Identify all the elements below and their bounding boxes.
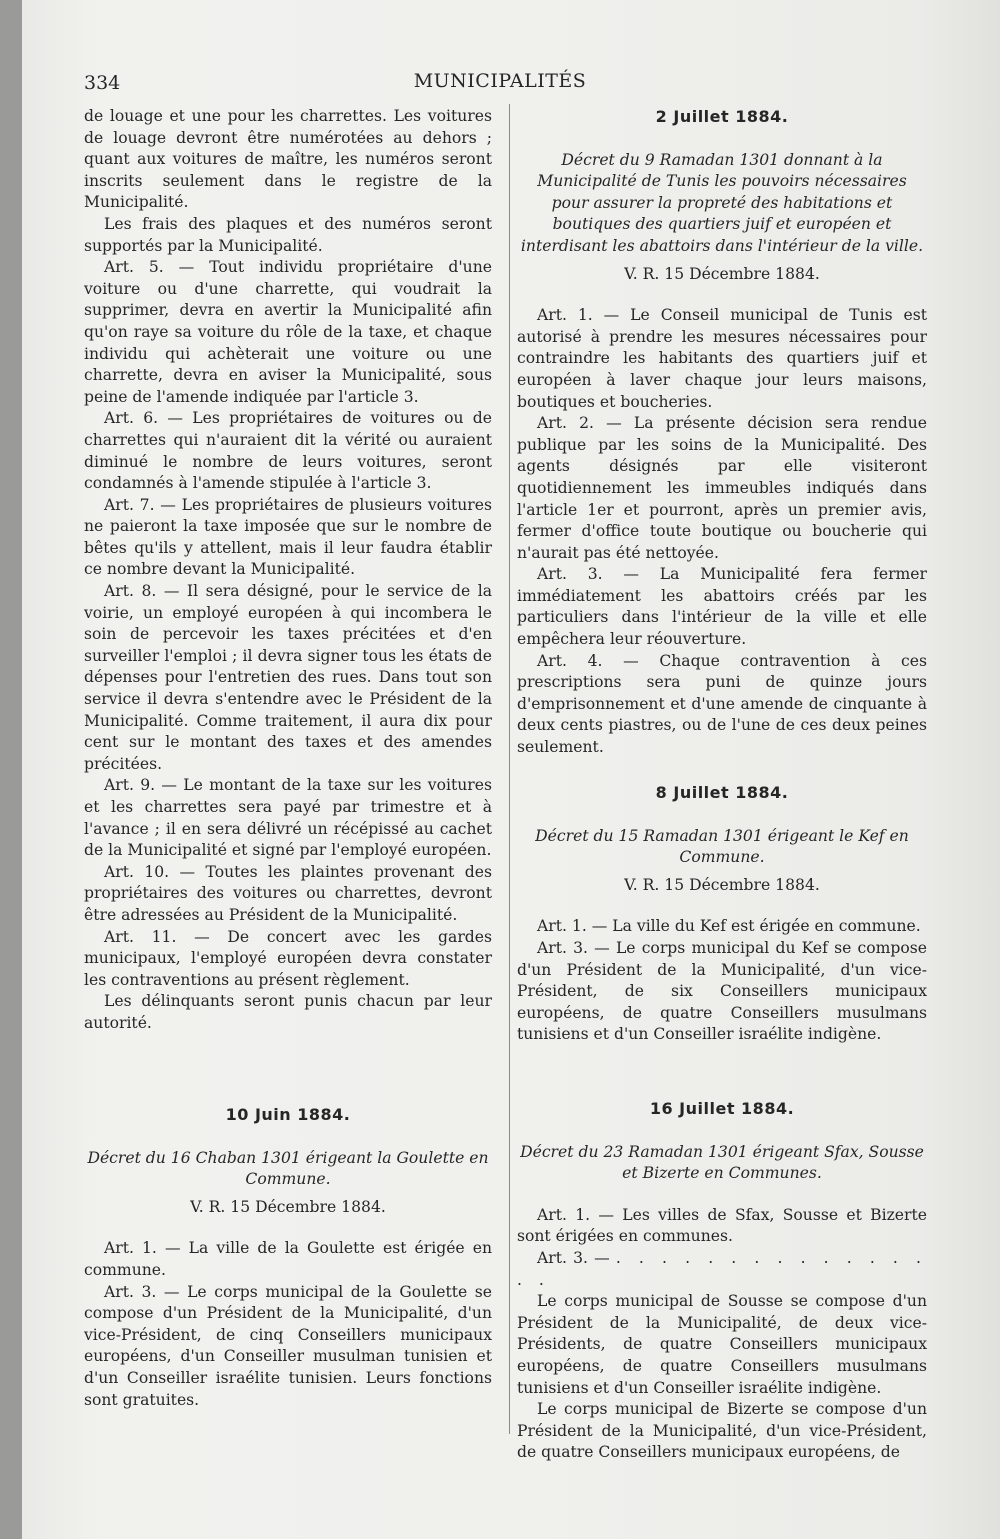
right-section-kef — [517, 782, 927, 1046]
right-section-sfax — [517, 1098, 927, 1464]
paragraph: Les délinquants seront punis chacun par leur autorité. — [84, 992, 492, 1032]
section-date: 8 Juillet 1884. — [655, 783, 789, 802]
decree-title: Décret du 9 Ramadan 1301 donnant à la Municipalité de Tunis les pouvoirs nécessaires pour assurer la propreté des habitations et boutiques des quartiers juif et européen et interdisant les abattoirs dans l'intérieur de la ville. — [520, 150, 924, 255]
vr-date: V. R. 15 Décembre 1884. — [190, 1197, 386, 1216]
vr-date: V. R. 15 Décembre 1884. — [624, 875, 820, 894]
section-date: 2 Juillet 1884. — [655, 107, 789, 126]
paragraph-bizerte: Le corps municipal de Bizerte se compose d'un Président de la Municipalité, d'un vice-Président, de quatre Conseillers municipaux européens, de — [517, 1400, 927, 1462]
article-10: Art. 10. — Toutes les plaintes provenant des propriétaires des voitures ou charrettes, devront être adressées au Président de la Municipalité. — [84, 862, 492, 924]
decree-title: Décret du 15 Ramadan 1301 érigeant le Kef en Commune. — [535, 826, 909, 867]
decree-title: Décret du 16 Chaban 1301 érigeant la Goulette en Commune. — [87, 1148, 489, 1189]
decree-title: Décret du 23 Ramadan 1301 érigeant Sfax, Sousse et Bizerte en Communes. — [520, 1142, 924, 1183]
article-8: Art. 8. — Il sera désigné, pour le service de la voirie, un employé européen à qui incombera le soin de percevoir les taxes précitées et d'en surveiller l'emploi ; il devra signer tous les états de dépenses pour l'entretien des rues. Dans tout son service il devra s'entendre avec le Président de la Municipalité. Comme traitement, il aura dix pour cent sur le montant des taxes et des amendes précitées. — [84, 582, 492, 773]
article-6: Art. 6. — Les propriétaires de voitures ou de charrettes qui n'auraient dit la vérité ou auraient diminué le nombre de leurs voitures, seront condamnés à l'amende stipulée à l'article 3. — [84, 409, 492, 493]
article-1: Art. 1. — Le Conseil municipal de Tunis est autorisé à prendre les mesures nécessaires pour contraindre les habitants des quartiers juif et européen à laver chaque jour leurs maisons, boutiques et boucheries. — [517, 306, 927, 411]
page-number: 334 — [84, 72, 121, 94]
vr-date: V. R. 15 Décembre 1884. — [624, 264, 820, 283]
running-header: MUNICIPALITÉS — [413, 70, 587, 92]
article-1: Art. 1. — Les villes de Sfax, Sousse et Bizerte sont érigées en communes. — [517, 1205, 927, 1246]
article-7: Art. 7. — Les propriétaires de plusieurs voitures ne paieront la taxe imposée que sur le nombre de bêtes qu'ils y attellent, mais il leur faudra établir ce nombre devant la Municipalité. — [84, 495, 492, 579]
section-date: 16 Juillet 1884. — [649, 1099, 795, 1118]
column-divider — [509, 104, 510, 1434]
article-1: Art. 1. — La ville de la Goulette est érigée en commune. — [84, 1239, 492, 1279]
article-5: Art. 5. — Tout individu propriétaire d'une voiture ou d'une charrette, qui voudrait la supprimer, devra en avertir la Municipalité afin qu'on raye sa voiture du rôle de la taxe, et chaque individu qui achèterait une voiture ou une charrette, devra en aviser la Municipalité, sous peine de l'amende indiquée par l'article 3. — [84, 258, 492, 406]
article-1: Art. 1. — La ville du Kef est érigée en commune. — [537, 917, 921, 936]
left-section-goulette — [84, 1104, 492, 1411]
right-section-tunis — [517, 106, 927, 759]
paragraph-sousse: Le corps municipal de Sousse se compose d'un Président de la Municipalité, de deux vice-Présidents, de quatre Conseillers municipaux européens, de quatre Conseillers musulmans tunisiens et d'un Conseiller israélite indigène. — [517, 1292, 927, 1397]
paragraph: de louage et une pour les charrettes. Les voitures de louage devront être numérotées au dehors ; quant aux voitures de maître, les numéros seront inscrits seulement dans le registre de la Municipalité. — [84, 107, 492, 212]
article-3: Art. 3. — Le corps municipal de la Goulette se compose d'un Président de la Municipalité, d'un vice-Président, de cinq Conseillers municipaux européens, d'un Conseiller musulman tunisien et d'un Conseiller israélite tunisien. Leurs fonctions sont gratuites. — [84, 1282, 492, 1409]
article-11: Art. 11. — De concert avec les gardes municipaux, l'employé européen devra constater les contraventions au présent règlement. — [84, 927, 492, 989]
article-label: Art. 3. — — [537, 1248, 610, 1267]
article-2: Art. 2. — La présente décision sera rendue publique par les soins de la Municipalité. Des agents désignés par elle visiteront quotidiennement les immeubles indiqués dans l'article 1er et pourront, après un premier avis, fermer d'office toute boutique ou boucherie qui n'aurait pas été nettoyée. — [517, 414, 927, 562]
article-4: Art. 4. — Chaque contravention à ces prescriptions sera puni de quinze jours d'emprisonnement et d'une amende de cinquante à deux cents piastres, ou de l'une de ces deux peines seulement. — [517, 651, 927, 757]
paragraph: Les frais des plaques et des numéros seront supportés par la Municipalité. — [84, 214, 492, 255]
article-3 — [517, 1248, 927, 1291]
left-column — [84, 106, 492, 1035]
article-9: Art. 9. — Le montant de la taxe sur les voitures et les charrettes sera payé par trimestre et à l'avance ; il en sera délivré un récépissé au cachet de la Municipalité et signé par l'employé européen. — [84, 776, 492, 860]
ellipsis-dots: . . . . . . . . . . . . . . . . — [517, 1248, 927, 1289]
section-date: 10 Juin 1884. — [225, 1105, 351, 1124]
article-3: Art. 3. — La Municipalité fera fermer immédiatement les abattoirs créés par les particuliers dans l'intérieur de la ville et elle empêchera leur réouverture. — [517, 565, 927, 649]
article-3: Art. 3. — Le corps municipal du Kef se compose d'un Président de la Municipalité, d'un vice-Président, de six Conseillers municipaux européens, de quatre Conseillers musulmans tunisiens et d'un Conseiller israélite indigène. — [517, 938, 927, 1044]
